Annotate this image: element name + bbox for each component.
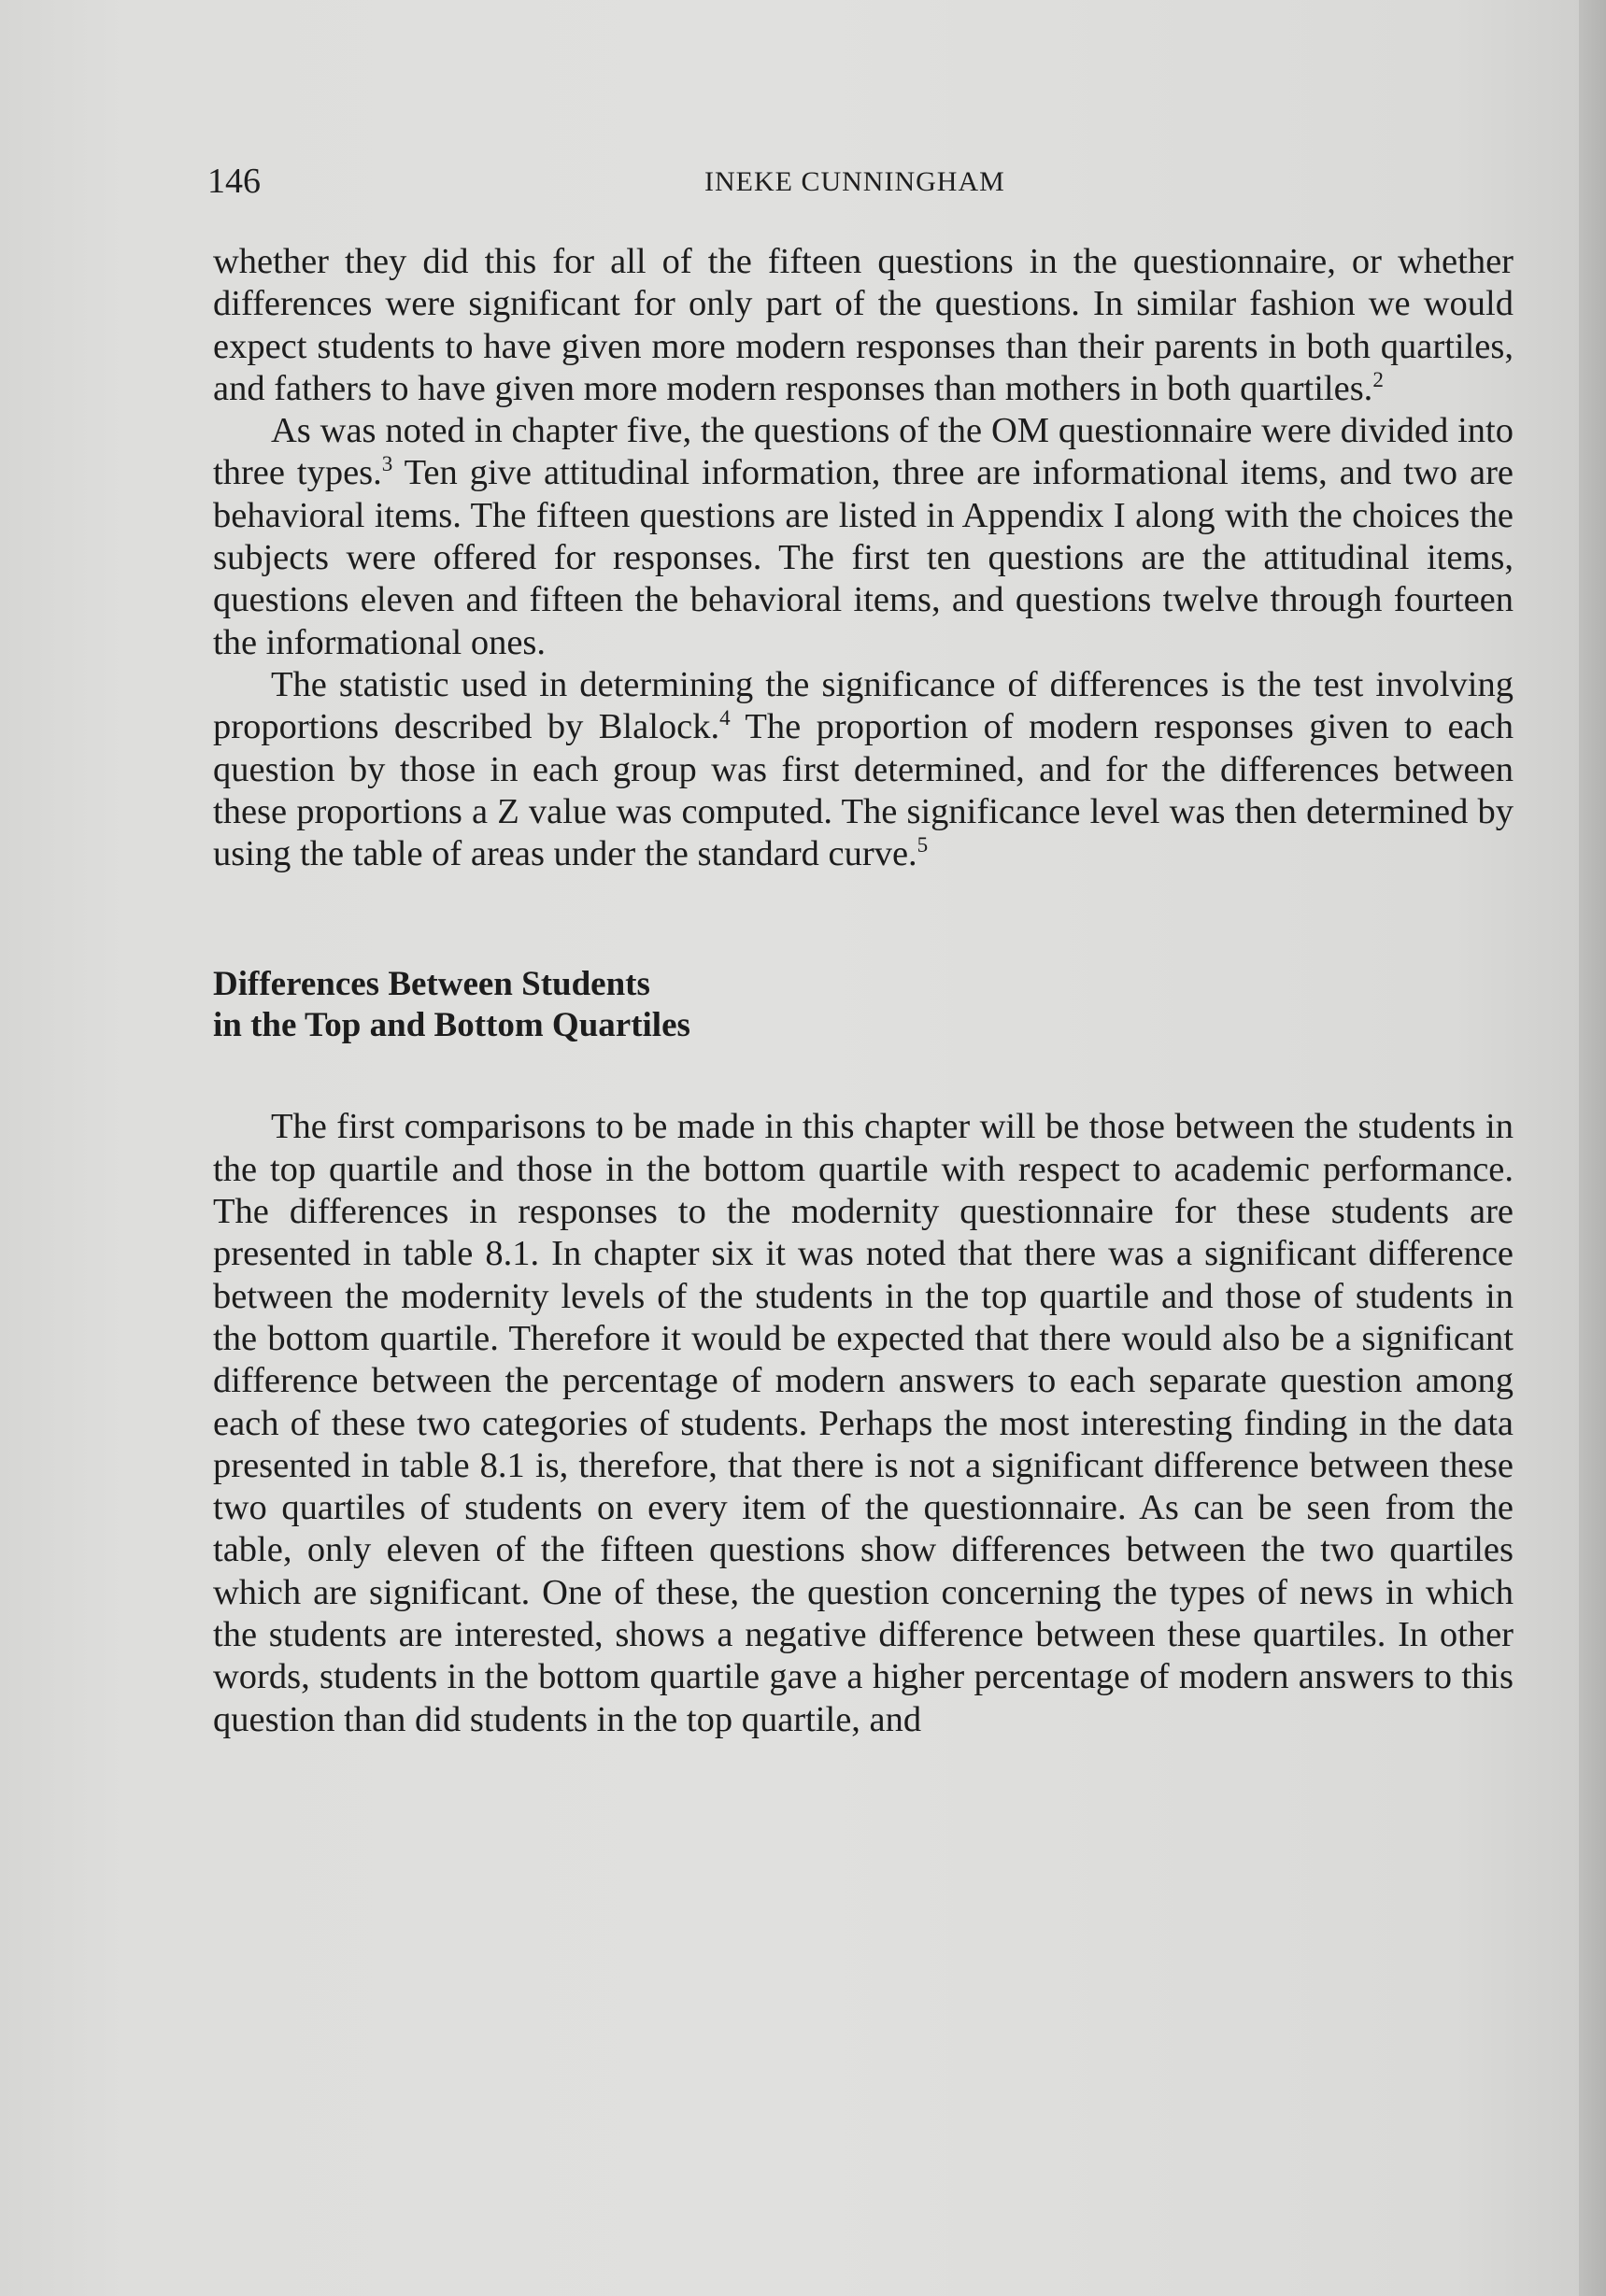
section-heading-line-2: in the Top and Bottom Quartiles [213, 1006, 690, 1045]
section-heading-line-1: Differences Between Students [213, 965, 650, 1004]
paragraph-continuation [213, 241, 1514, 410]
paragraph-question-types [213, 410, 1514, 664]
paragraph-text: The statistic used in determining the significance of differences is the test involving proportions described by Blalock. [213, 664, 1514, 747]
paragraph-text: whether they did this for all of the fifteen questions in the questionnaire, or whether differences were significant for only part of the questions. In similar fashion we would expect students to have given more modern responses than their parents in both quartiles, and fathers to have given more modern responses than mothers in both quartiles. [213, 242, 1514, 408]
paragraph-statistic [213, 664, 1514, 875]
running-head [207, 161, 1515, 207]
page-number: 146 [207, 162, 261, 201]
section-heading [213, 964, 1514, 1046]
body-text [213, 241, 1514, 1741]
paragraph-text: Ten give attitudinal information, three are informational items, and two are behavioral items. The fifteen questions are listed in Appendix I along with the choices the subjects were offered for responses. The first ten questions are the attitudinal items, questions eleven and fifteen the behavioral items, and questions twelve through fourteen the informational ones. [213, 453, 1514, 662]
footnote-marker: 3 [381, 451, 393, 476]
footnote-marker: 4 [719, 705, 731, 730]
page-edge-shadow [1579, 0, 1606, 2296]
paragraph-text: As was noted in chapter five, the questions of the OM questionnaire were divided into three types. [213, 411, 1514, 493]
running-title: INEKE CUNNINGHAM [704, 166, 1005, 197]
footnote-marker: 5 [917, 832, 929, 857]
footnote-marker: 2 [1372, 367, 1384, 392]
paragraph-quartile-comparison: The first comparisons to be made in this chapter will be those between the students in the top quartile and those in the bottom quartile with respect to academic performance. The differences in responses to the modernity questionnaire for these students are presented in table 8.1. In chapter six it was noted that there was a significant difference between the modernity levels of the students in the top quartile and those of students in the bottom quartile. Therefore it would be expected that there would also be a significant difference between the percentage of modern answers to each separate question among each of these two categories of students. Perhaps the most interesting finding in the data presented in table 8.1 is, therefore, that there is not a significant difference between these two quartiles of students on every item of the questionnaire. As can be seen from the table, only eleven of the fifteen questions show differences between the two quartiles which are significant. One of these, the question concerning the types of news in which the students are interested, shows a negative difference between these quartiles. In other words, students in the bottom quartile gave a higher percentage of modern answers to this question than did students in the top quartile, and [213, 1107, 1514, 1739]
paragraph-text: The proportion of modern responses given to each question by those in each group was first determined, and for the differences between these proportions a Z value was computed. The significance level was then determined by using the table of areas under the standard curve. [213, 707, 1514, 874]
